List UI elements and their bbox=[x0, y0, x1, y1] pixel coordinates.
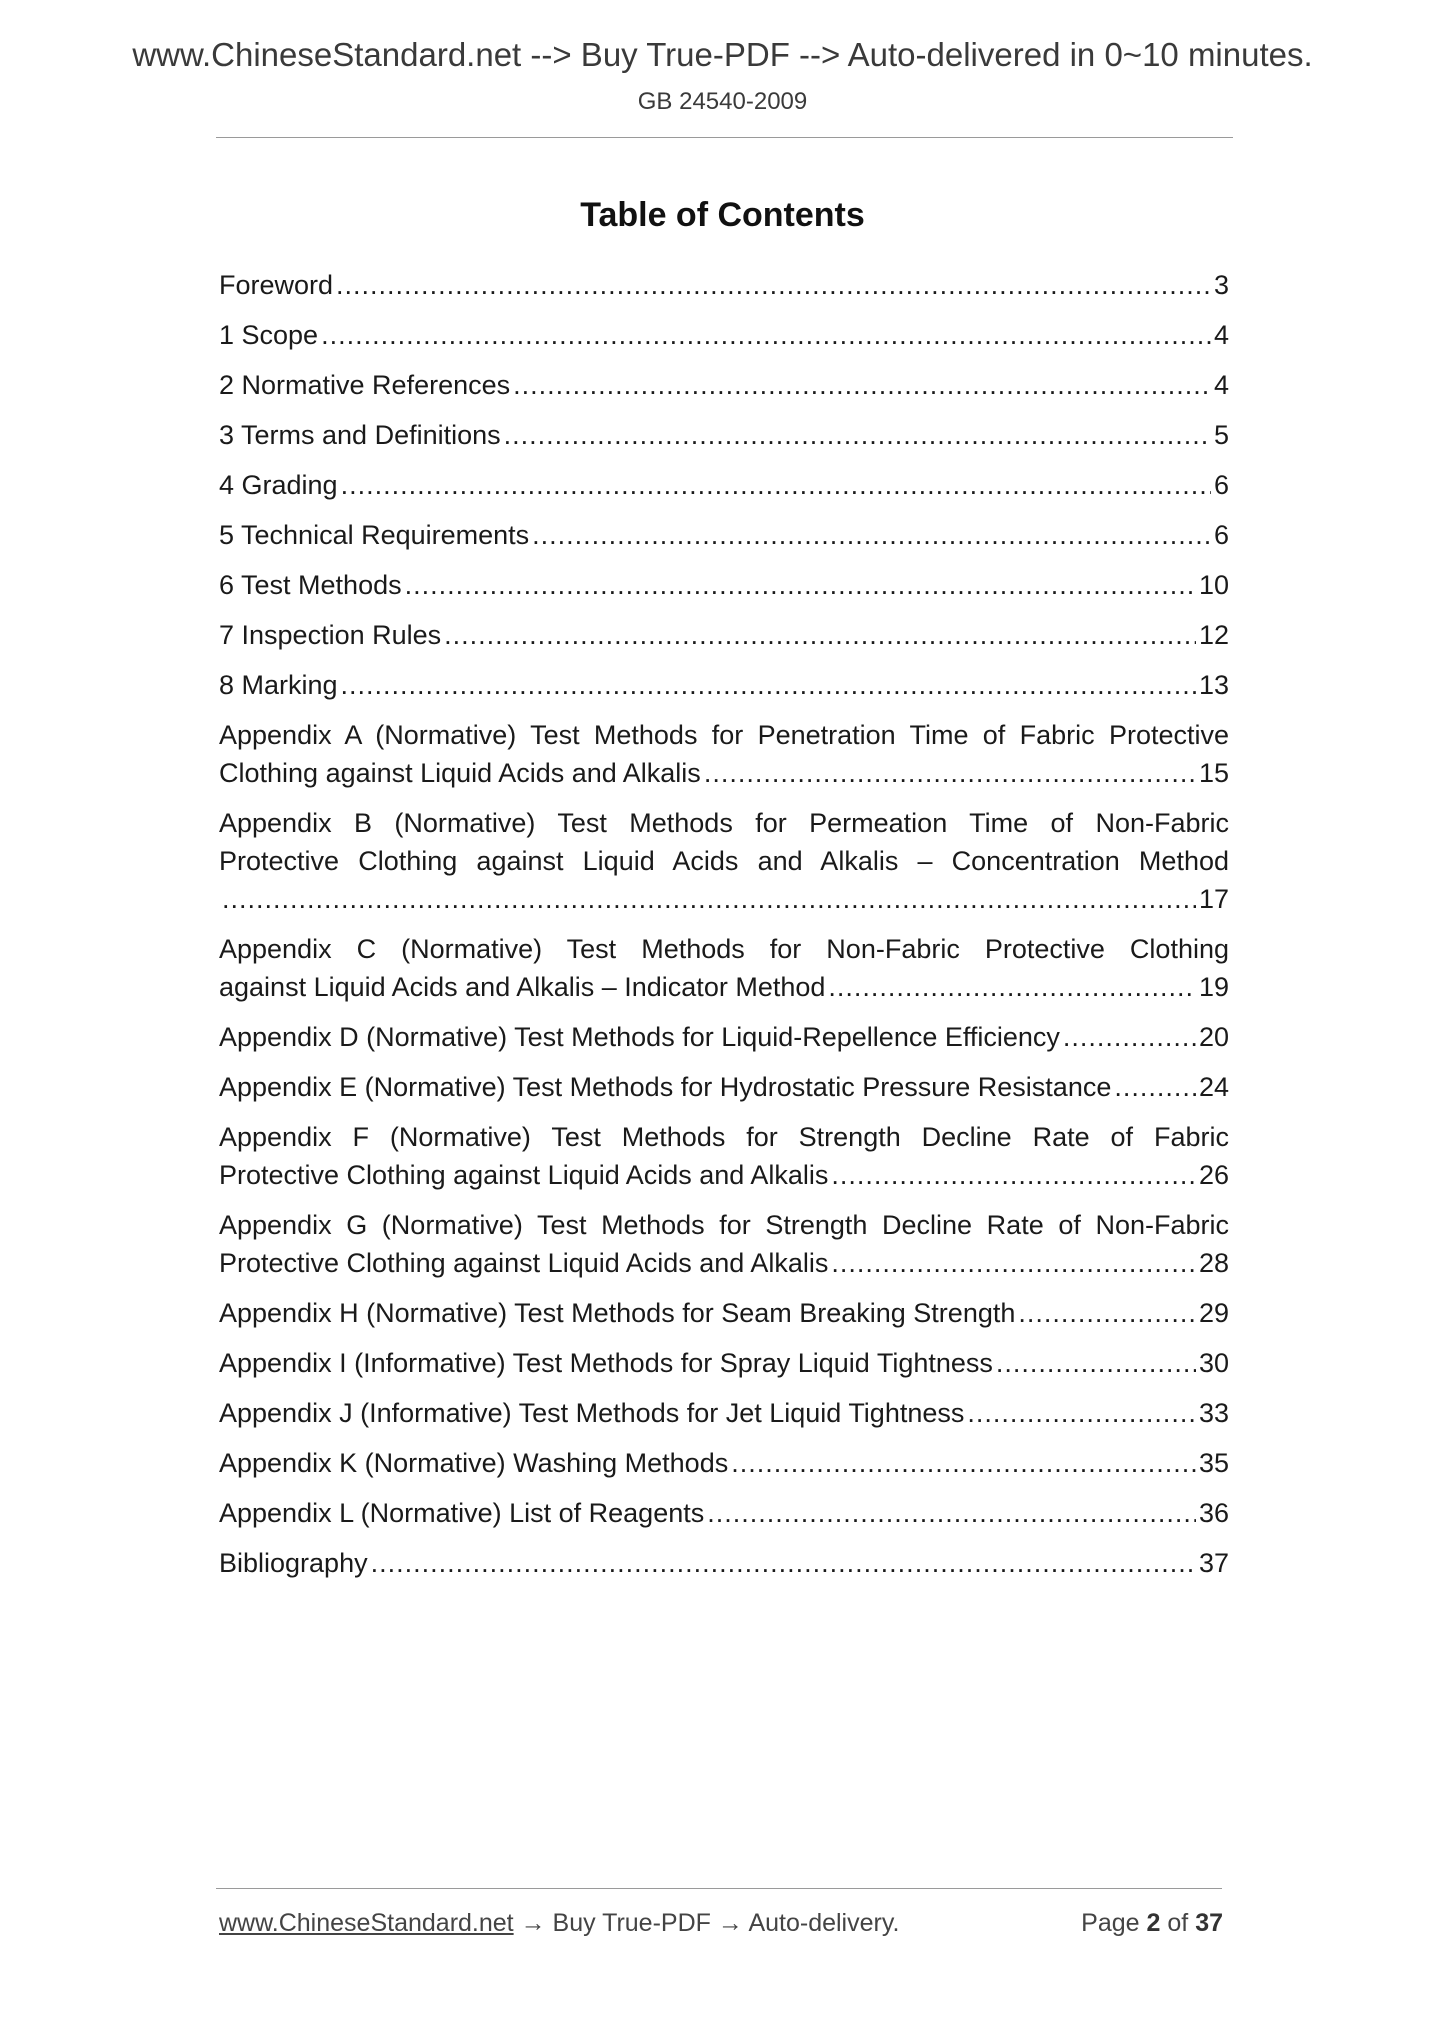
toc-entry-test-methods[interactable] bbox=[219, 566, 1229, 604]
toc-entry-page: 4 bbox=[1213, 320, 1229, 350]
toc-entry-foreword[interactable] bbox=[219, 266, 1229, 304]
toc-entry-page: 24 bbox=[1198, 1072, 1229, 1102]
toc-entry-inspection-rules[interactable] bbox=[219, 616, 1229, 654]
toc-entry-title: 8 Marking bbox=[219, 670, 338, 700]
toc-entry-title: Bibliography bbox=[219, 1548, 368, 1578]
site-link[interactable]: www.ChineseStandard.net bbox=[219, 1909, 514, 1937]
toc-entry-page: 33 bbox=[1198, 1398, 1229, 1428]
toc-entry-page: 5 bbox=[1213, 420, 1229, 450]
dot-leader bbox=[704, 754, 1196, 792]
dot-leader bbox=[321, 316, 1211, 354]
toc-entry-title: Appendix E (Normative) Test Methods for Hydrostatic Pressure Resistance bbox=[219, 1072, 1112, 1102]
toc-entry-appendix-b[interactable] bbox=[219, 804, 1229, 918]
table-of-contents bbox=[219, 266, 1229, 1594]
page-current: 2 bbox=[1146, 1909, 1161, 1937]
site-banner: www.ChineseStandard.net --> Buy True-PDF --> Auto-delivered in 0~10 minutes. bbox=[132, 36, 1313, 73]
footer-divider bbox=[216, 1888, 1222, 1889]
dot-leader bbox=[828, 968, 1196, 1006]
toc-entry-appendix-i[interactable] bbox=[219, 1344, 1229, 1382]
dot-leader bbox=[341, 466, 1211, 504]
toc-entry-appendix-c[interactable] bbox=[219, 930, 1229, 1006]
dot-leader bbox=[831, 1244, 1196, 1282]
toc-entry-appendix-a[interactable] bbox=[219, 716, 1229, 792]
toc-entry-title: Appendix L (Normative) List of Reagents bbox=[219, 1498, 705, 1528]
toc-entry-page: 4 bbox=[1213, 370, 1229, 400]
toc-entry-page: 10 bbox=[1198, 570, 1229, 600]
toc-entry-title-line: Appendix A (Normative) Test Methods for Penetration Time of Fabric Protective bbox=[219, 720, 1229, 750]
page-total: 37 bbox=[1195, 1909, 1223, 1937]
toc-entry-page: 29 bbox=[1198, 1298, 1229, 1328]
dot-leader bbox=[371, 1544, 1196, 1582]
toc-entry-title: 5 Technical Requirements bbox=[219, 520, 530, 550]
toc-entry-page: 6 bbox=[1213, 470, 1229, 500]
toc-entry-title-line: Appendix F (Normative) Test Methods for Strength Decline Rate of Fabric bbox=[219, 1122, 1229, 1152]
toc-entry-title: 6 Test Methods bbox=[219, 570, 402, 600]
page-of: of bbox=[1167, 1909, 1189, 1937]
dot-leader bbox=[341, 666, 1196, 704]
toc-entry-title: Appendix H (Normative) Test Methods for Seam Breaking Strength bbox=[219, 1298, 1016, 1328]
toc-entry-page: 26 bbox=[1198, 1160, 1229, 1190]
toc-entry-page: 12 bbox=[1198, 620, 1229, 650]
toc-entry-bibliography[interactable] bbox=[219, 1544, 1229, 1582]
toc-entry-title-line: Protective Clothing against Liquid Acids and Alkalis bbox=[219, 1160, 829, 1190]
toc-entry-title-line: Appendix B (Normative) Test Methods for Permeation Time of Non-Fabric bbox=[219, 808, 1229, 838]
toc-entry-title: 4 Grading bbox=[219, 470, 338, 500]
toc-entry-page: 15 bbox=[1198, 758, 1229, 788]
arrow-icon: → bbox=[717, 1909, 743, 1937]
header-divider bbox=[216, 137, 1233, 138]
dot-leader bbox=[707, 1494, 1196, 1532]
footer-left bbox=[219, 1909, 899, 1938]
dot-leader bbox=[336, 266, 1211, 304]
toc-entry-page: 19 bbox=[1198, 972, 1229, 1002]
toc-entry-appendix-g[interactable] bbox=[219, 1206, 1229, 1282]
toc-entry-normative-references[interactable] bbox=[219, 366, 1229, 404]
toc-entry-title: Appendix I (Informative) Test Methods for Spray Liquid Tightness bbox=[219, 1348, 993, 1378]
dot-leader bbox=[1063, 1018, 1196, 1056]
buy-text: Buy True-PDF bbox=[552, 1909, 711, 1937]
toc-entry-appendix-d[interactable] bbox=[219, 1018, 1229, 1056]
toc-entry-page: 6 bbox=[1213, 520, 1229, 550]
toc-entry-title: Foreword bbox=[219, 270, 334, 300]
page-label: Page bbox=[1081, 1909, 1140, 1937]
toc-title: Table of Contents bbox=[580, 196, 865, 234]
toc-entry-title: 3 Terms and Definitions bbox=[219, 420, 501, 450]
dot-leader bbox=[222, 880, 1196, 918]
dot-leader bbox=[1114, 1068, 1196, 1106]
toc-entry-title: Appendix J (Informative) Test Methods for Jet Liquid Tightness bbox=[219, 1398, 965, 1428]
toc-entry-title-line: Protective Clothing against Liquid Acids and Alkalis bbox=[219, 1248, 829, 1278]
toc-entry-page: 30 bbox=[1198, 1348, 1229, 1378]
toc-entry-title-line: Appendix G (Normative) Test Methods for Strength Decline Rate of Non-Fabric bbox=[219, 1210, 1229, 1240]
toc-entry-scope[interactable] bbox=[219, 316, 1229, 354]
dot-leader bbox=[967, 1394, 1196, 1432]
toc-entry-appendix-j[interactable] bbox=[219, 1394, 1229, 1432]
dot-leader bbox=[1018, 1294, 1196, 1332]
arrow-icon: → bbox=[520, 1909, 546, 1937]
document-id: GB 24540-2009 bbox=[637, 88, 808, 115]
toc-entry-page: 20 bbox=[1198, 1022, 1229, 1052]
dot-leader bbox=[731, 1444, 1196, 1482]
dot-leader bbox=[996, 1344, 1196, 1382]
dot-leader bbox=[532, 516, 1211, 554]
toc-entry-page: 3 bbox=[1213, 270, 1229, 300]
toc-entry-marking[interactable] bbox=[219, 666, 1229, 704]
toc-entry-title: Appendix D (Normative) Test Methods for Liquid-Repellence Efficiency bbox=[219, 1022, 1060, 1052]
toc-entry-appendix-k[interactable] bbox=[219, 1444, 1229, 1482]
delivery-text: Auto-delivery. bbox=[748, 1909, 900, 1937]
page-footer bbox=[219, 1909, 1223, 1938]
page-indicator bbox=[1081, 1909, 1223, 1938]
toc-entry-title-line: Appendix C (Normative) Test Methods for Non-Fabric Protective Clothing bbox=[219, 934, 1229, 964]
toc-entry-terms-definitions[interactable] bbox=[219, 416, 1229, 454]
toc-entry-appendix-h[interactable] bbox=[219, 1294, 1229, 1332]
toc-entry-technical-requirements[interactable] bbox=[219, 516, 1229, 554]
toc-entry-title: 7 Inspection Rules bbox=[219, 620, 442, 650]
dot-leader bbox=[831, 1156, 1196, 1194]
toc-entry-page: 37 bbox=[1198, 1548, 1229, 1578]
toc-entry-title: 1 Scope bbox=[219, 320, 319, 350]
dot-leader bbox=[504, 416, 1211, 454]
toc-entry-title-line: Clothing against Liquid Acids and Alkalis bbox=[219, 758, 701, 788]
toc-entry-title-line: Protective Clothing against Liquid Acids and Alkalis – Concentration Method bbox=[219, 846, 1229, 876]
toc-entry-page: 35 bbox=[1198, 1448, 1229, 1478]
toc-entry-title-line: against Liquid Acids and Alkalis – Indicator Method bbox=[219, 972, 826, 1002]
toc-entry-page: 28 bbox=[1198, 1248, 1229, 1278]
toc-entry-page: 17 bbox=[1198, 884, 1229, 914]
toc-entry-page: 36 bbox=[1198, 1498, 1229, 1528]
toc-entry-page: 13 bbox=[1198, 670, 1229, 700]
toc-entry-appendix-e[interactable] bbox=[219, 1068, 1229, 1106]
dot-leader bbox=[513, 366, 1211, 404]
dot-leader bbox=[405, 566, 1196, 604]
toc-entry-appendix-l[interactable] bbox=[219, 1494, 1229, 1532]
toc-entry-grading[interactable] bbox=[219, 466, 1229, 504]
toc-entry-title: Appendix K (Normative) Washing Methods bbox=[219, 1448, 729, 1478]
toc-entry-appendix-f[interactable] bbox=[219, 1118, 1229, 1194]
toc-entry-title: 2 Normative References bbox=[219, 370, 511, 400]
dot-leader bbox=[444, 616, 1196, 654]
